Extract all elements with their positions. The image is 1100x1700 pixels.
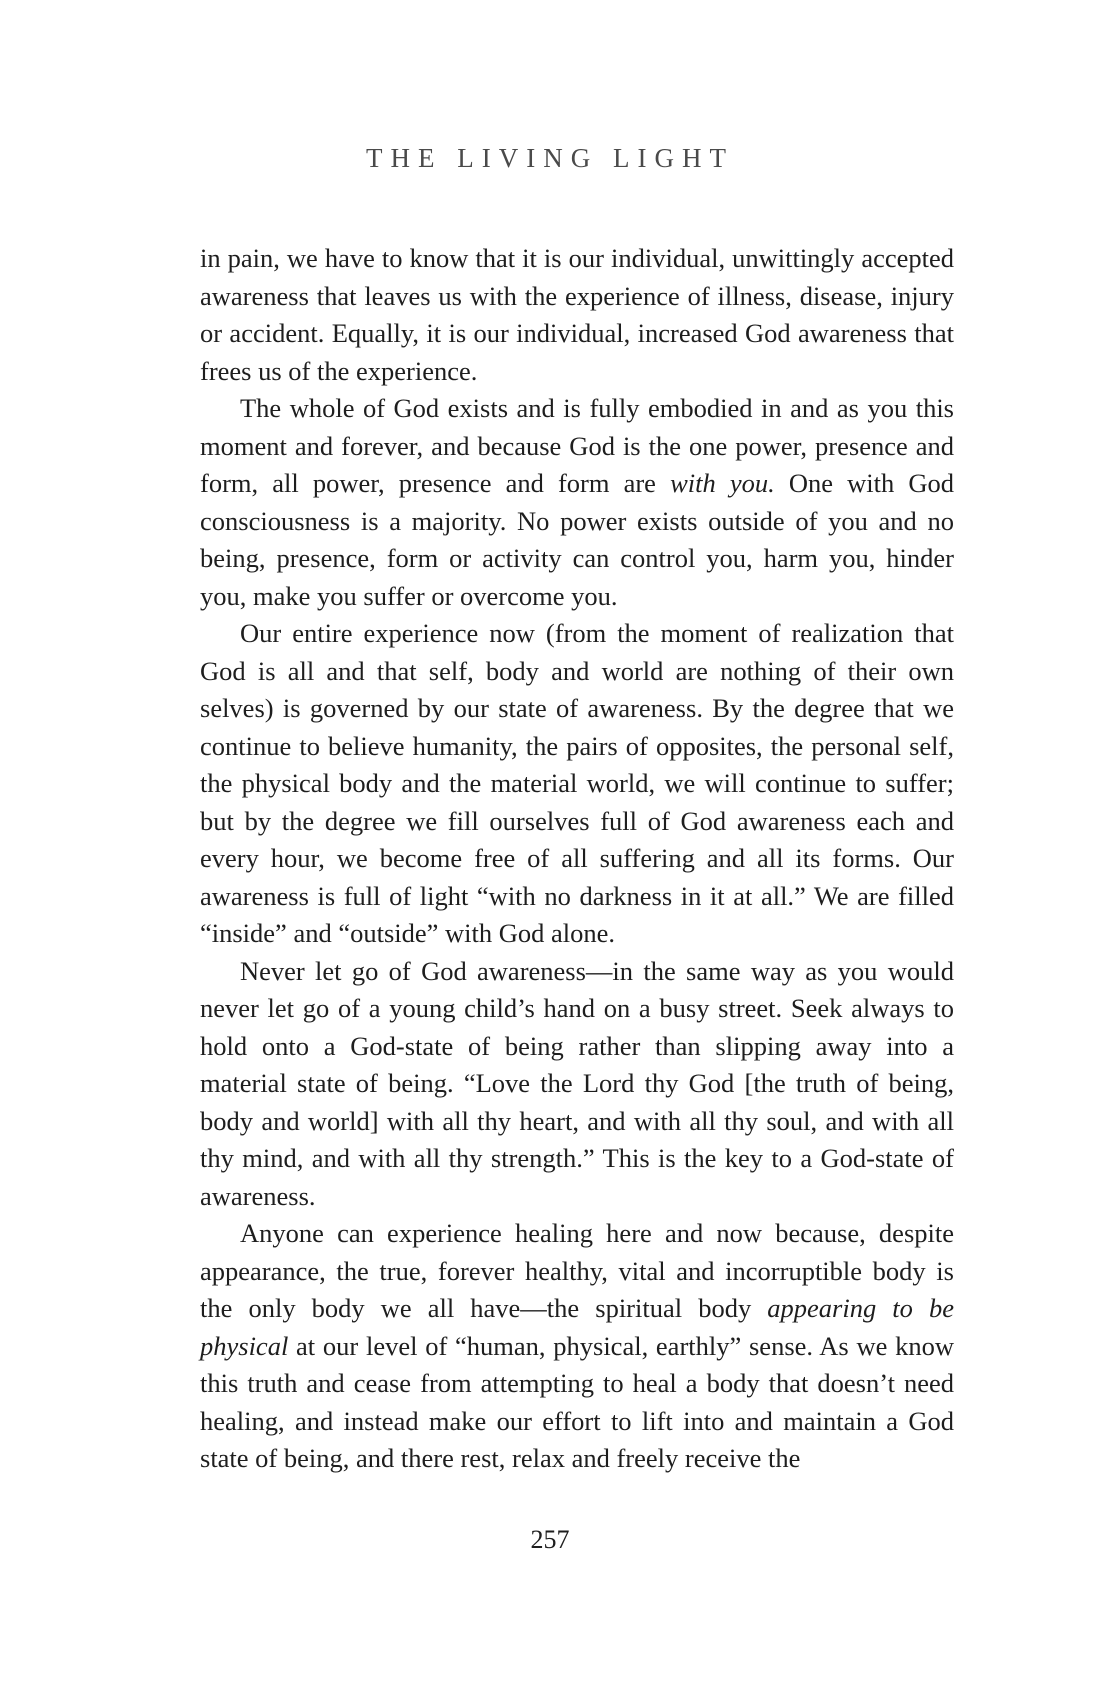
paragraph-4 bbox=[200, 953, 954, 1216]
paragraph-5-text-a: Anyone can experience healing here and now because, despite appearance, the true, forever healthy, vital and incorruptible body is the only body we all have—the spiritual body bbox=[200, 1218, 954, 1323]
paragraph-5-text-b: at our level of “human, physical, earthly” sense. As we know this truth and cease from attempting to heal a body that doesn’t need healing, and instead make our effort to lift into and maintain a God state of being, and there rest, relax and freely receive the bbox=[200, 1330, 954, 1473]
paragraph-5-emphasis: appearing to be physical bbox=[200, 1293, 955, 1361]
paragraph-1 bbox=[200, 240, 954, 390]
paragraph-3 bbox=[200, 615, 954, 953]
paragraph-1-text: in pain, we have to know that it is our individual, unwittingly accepted awareness that leaves us with the experience of illness, disease, injury or accident. Equally, it is our individual, increased God awareness that frees us of the experience. bbox=[200, 243, 954, 386]
paragraph-5 bbox=[200, 1215, 954, 1478]
paragraph-2 bbox=[200, 390, 954, 615]
paragraph-2-text-b: One with God consciousness is a majority. No power exists outside of you and no being, presence, form or activity can control you, harm you, hinder you, make you suffer or overcome you. bbox=[200, 468, 954, 611]
paragraph-4-text: Never let go of God awareness—in the same way as you would never let go of a young child’s hand on a busy street. Seek always to hold onto a God-state of being rather than slipping away into a material state of being. “Love the Lord thy God [the truth of being, body and world] with all thy heart, and with all thy soul, and with all thy mind, and with all thy strength.” This is the key to a God-state of awareness. bbox=[200, 955, 954, 1211]
body-text bbox=[200, 240, 954, 1478]
paragraph-2-text-a: The whole of God exists and is fully embodied in and as you this moment and forever, and because God is the one power, presence and form, all power, presence and form are bbox=[200, 393, 954, 498]
paragraph-2-emphasis: with you. bbox=[670, 468, 775, 498]
paragraph-3-text: Our entire experience now (from the moment of realization that God is all and that self, body and world are nothing of their own selves) is governed by our state of awareness. By the degree that we continue to believe humanity, the pairs of opposites, the personal self, the physical body and the material world, we will continue to suffer; but by the degree we fill ourselves full of God awareness each and every hour, we become free of all suffering and all its forms. Our awareness is full of light “with no darkness in it at all.” We are filled “inside” and “outside” with God alone. bbox=[200, 618, 954, 948]
running-head: THE LIVING LIGHT bbox=[366, 143, 734, 173]
page-number: 257 bbox=[530, 1525, 570, 1554]
